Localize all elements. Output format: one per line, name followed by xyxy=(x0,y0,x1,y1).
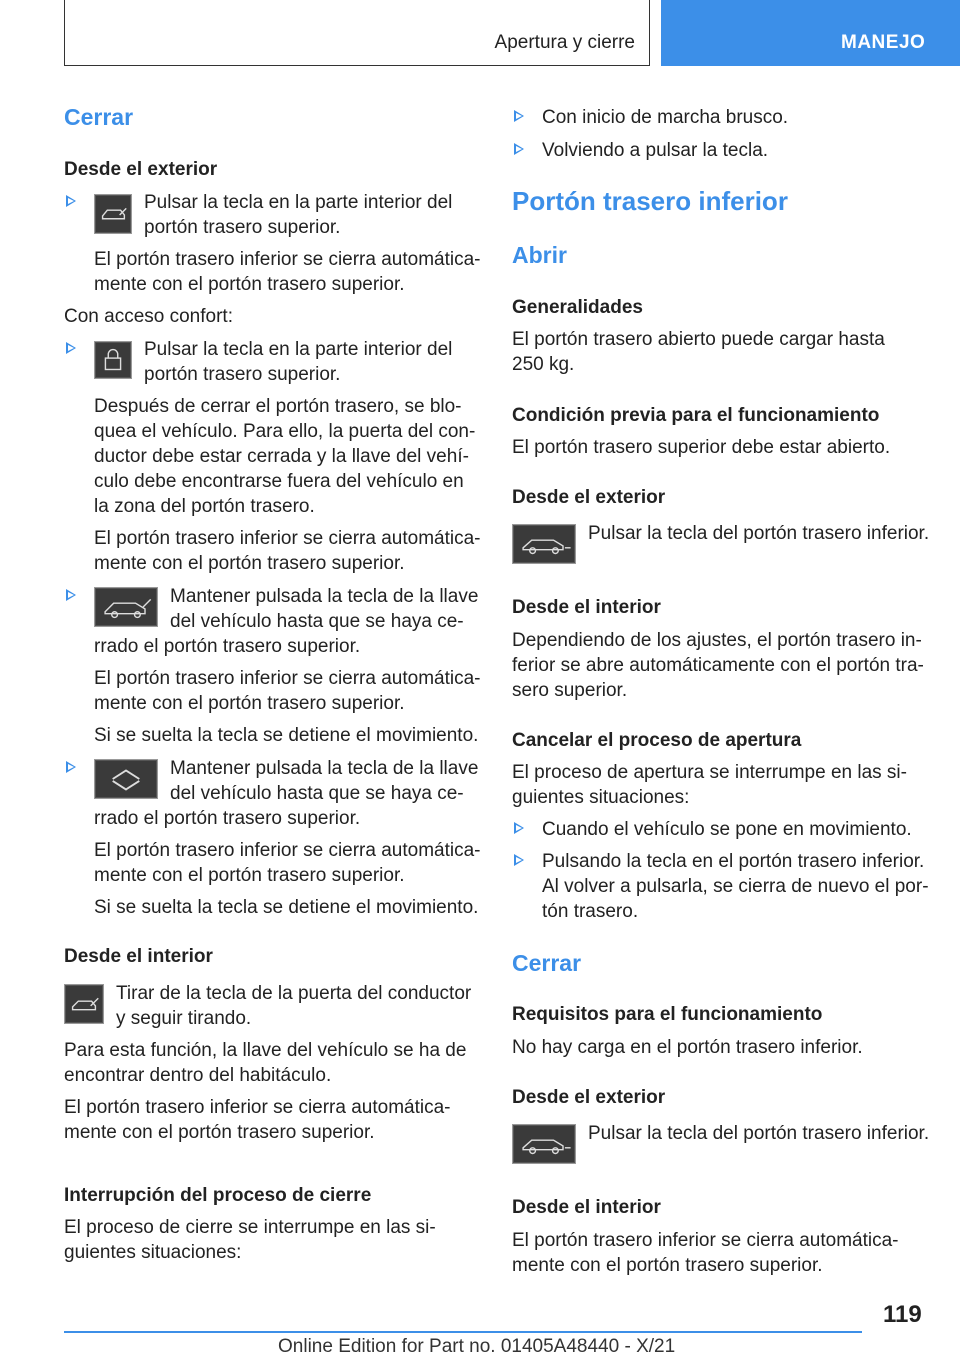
section-title: Apertura y cierre xyxy=(494,32,635,53)
text-line: ferior se abre automáticamente con el portón tra- xyxy=(512,655,924,676)
list-item: Pulsando la tecla en el portón trasero inferior. xyxy=(542,851,925,872)
text-line: del vehículo hasta que se haya ce- xyxy=(170,611,464,632)
text-line: guientes situaciones: xyxy=(64,1242,242,1263)
text-line: sero superior. xyxy=(512,680,628,701)
text-line: El portón trasero inferior se cierra automática- xyxy=(94,668,481,689)
text-line: rrado el portón trasero superior. xyxy=(94,636,361,657)
text-line: El portón trasero inferior se cierra automática- xyxy=(94,528,481,549)
text-line: Pulsar la tecla en la parte interior del xyxy=(144,192,453,213)
heading-desde-exterior: Desde el exterior xyxy=(512,1087,666,1108)
text-line: encontrar dentro del habitáculo. xyxy=(64,1065,332,1086)
bullet-triangle-icon xyxy=(66,589,76,601)
heading-cerrar: Cerrar xyxy=(64,104,134,130)
heading-generalidades: Generalidades xyxy=(512,297,643,318)
text-line: El portón trasero inferior se cierra automática- xyxy=(94,249,481,270)
text-line: rrado el portón trasero superior. xyxy=(94,808,361,829)
heading-interrupcion: Interrupción del proceso de cierre xyxy=(64,1185,372,1206)
text-line: portón trasero superior. xyxy=(144,217,341,238)
text-line: portón trasero superior. xyxy=(144,364,341,385)
text-line: mente con el portón trasero superior. xyxy=(64,1122,375,1143)
text-line: El proceso de cierre se interrumpe en las si- xyxy=(64,1217,436,1238)
list-item: Volviendo a pulsar la tecla. xyxy=(542,140,769,161)
bullet-triangle-icon xyxy=(514,822,524,834)
text-line: Dependiendo de los ajustes, el portón trasero in- xyxy=(512,630,922,651)
bullet-triangle-icon xyxy=(66,761,76,773)
heading-desde-interior: Desde el interior xyxy=(512,1197,661,1218)
text-line: Pulsar la tecla en la parte interior del xyxy=(144,339,453,360)
heading-cancelar: Cancelar el proceso de apertura xyxy=(512,730,802,751)
text-line: quea el vehículo. Para ello, la puerta del con- xyxy=(94,421,476,442)
chapter-tab[interactable] xyxy=(661,0,960,66)
bullet-triangle-icon xyxy=(514,854,524,866)
heading-desde-interior: Desde el interior xyxy=(512,597,661,618)
text-line: mente con el portón trasero superior. xyxy=(94,274,405,295)
text-line: El portón trasero inferior se cierra automática- xyxy=(64,1097,451,1118)
text-line: guientes situaciones: xyxy=(512,787,690,808)
list-item: Cuando el vehículo se pone en movimiento. xyxy=(542,819,912,840)
text-line: Pulsar la tecla del portón trasero inferior. xyxy=(588,523,930,544)
text-line: Con acceso confort: xyxy=(64,306,233,327)
text-line: 250 kg. xyxy=(512,354,575,375)
text-line: El portón trasero inferior se cierra automática- xyxy=(512,1230,899,1251)
diamond-key-icon xyxy=(94,759,158,799)
text-line: Tirar de la tecla de la puerta del conductor xyxy=(116,983,472,1004)
bullet-triangle-icon xyxy=(66,195,76,207)
text-line: y seguir tirando. xyxy=(116,1008,252,1029)
heading-desde-interior: Desde el interior xyxy=(64,946,213,967)
text-line: Si se suelta la tecla se detiene el movimiento. xyxy=(94,725,479,746)
heading-abrir: Abrir xyxy=(512,242,567,268)
edition-text: Online Edition for Part no. 01405A48440 - X/21 xyxy=(278,1336,676,1357)
door-button-icon xyxy=(64,984,104,1024)
list-item: Con inicio de marcha brusco. xyxy=(542,107,789,128)
text-line: El proceso de apertura se interrumpe en las si- xyxy=(512,762,907,783)
text-line: Mantener pulsada la tecla de la llave xyxy=(170,758,479,779)
text-line: Pulsar la tecla del portón trasero inferior. xyxy=(588,1123,930,1144)
text-line: Mantener pulsada la tecla de la llave xyxy=(170,586,479,607)
text-line: culo debe encontrarse fuera del vehículo en xyxy=(94,471,464,492)
heading-porton-inferior: Portón trasero inferior xyxy=(512,186,788,216)
text-line: mente con el portón trasero superior. xyxy=(94,553,405,574)
text-line: ductor debe estar cerrada y la llave del vehí- xyxy=(94,446,469,467)
list-item: tón trasero. xyxy=(542,901,639,922)
lower-tailgate-button-icon xyxy=(512,524,576,564)
lower-tailgate-button-icon xyxy=(512,1124,576,1164)
text-line: la zona del portón trasero. xyxy=(94,496,315,517)
text-line: Para esta función, la llave del vehículo se ha de xyxy=(64,1040,467,1061)
text-line: mente con el portón trasero superior. xyxy=(512,1255,823,1276)
bullet-triangle-icon xyxy=(514,143,524,155)
text-line: El portón trasero inferior se cierra automática- xyxy=(94,840,481,861)
heading-desde-exterior: Desde el exterior xyxy=(512,487,666,508)
tailgate-button-icon xyxy=(94,194,132,234)
lock-icon xyxy=(94,341,132,379)
footer-rule xyxy=(64,1331,862,1333)
bullet-triangle-icon xyxy=(66,342,76,354)
heading-cerrar: Cerrar xyxy=(512,950,582,976)
text-line: Después de cerrar el portón trasero, se blo- xyxy=(94,396,462,417)
text-line: mente con el portón trasero superior. xyxy=(94,865,405,886)
text-line: del vehículo hasta que se haya ce- xyxy=(170,783,464,804)
text-line: El portón trasero abierto puede cargar hasta xyxy=(512,329,885,350)
text-line: mente con el portón trasero superior. xyxy=(94,693,405,714)
car-key-tailgate-icon xyxy=(94,587,158,627)
heading-requisitos: Requisitos para el funcionamiento xyxy=(512,1004,823,1025)
text-line: El portón trasero superior debe estar abierto. xyxy=(512,437,891,458)
heading-condicion: Condición previa para el funcionamiento xyxy=(512,405,880,426)
heading-desde-exterior: Desde el exterior xyxy=(64,159,218,180)
list-item: Al volver a pulsarla, se cierra de nuevo el por- xyxy=(542,876,929,897)
bullet-triangle-icon xyxy=(514,110,524,122)
header-frame xyxy=(64,0,650,66)
page-number: 119 xyxy=(883,1301,922,1328)
text-line: No hay carga en el portón trasero inferior. xyxy=(512,1037,863,1058)
chapter-title: MANEJO xyxy=(841,32,926,53)
text-line: Si se suelta la tecla se detiene el movimiento. xyxy=(94,897,479,918)
